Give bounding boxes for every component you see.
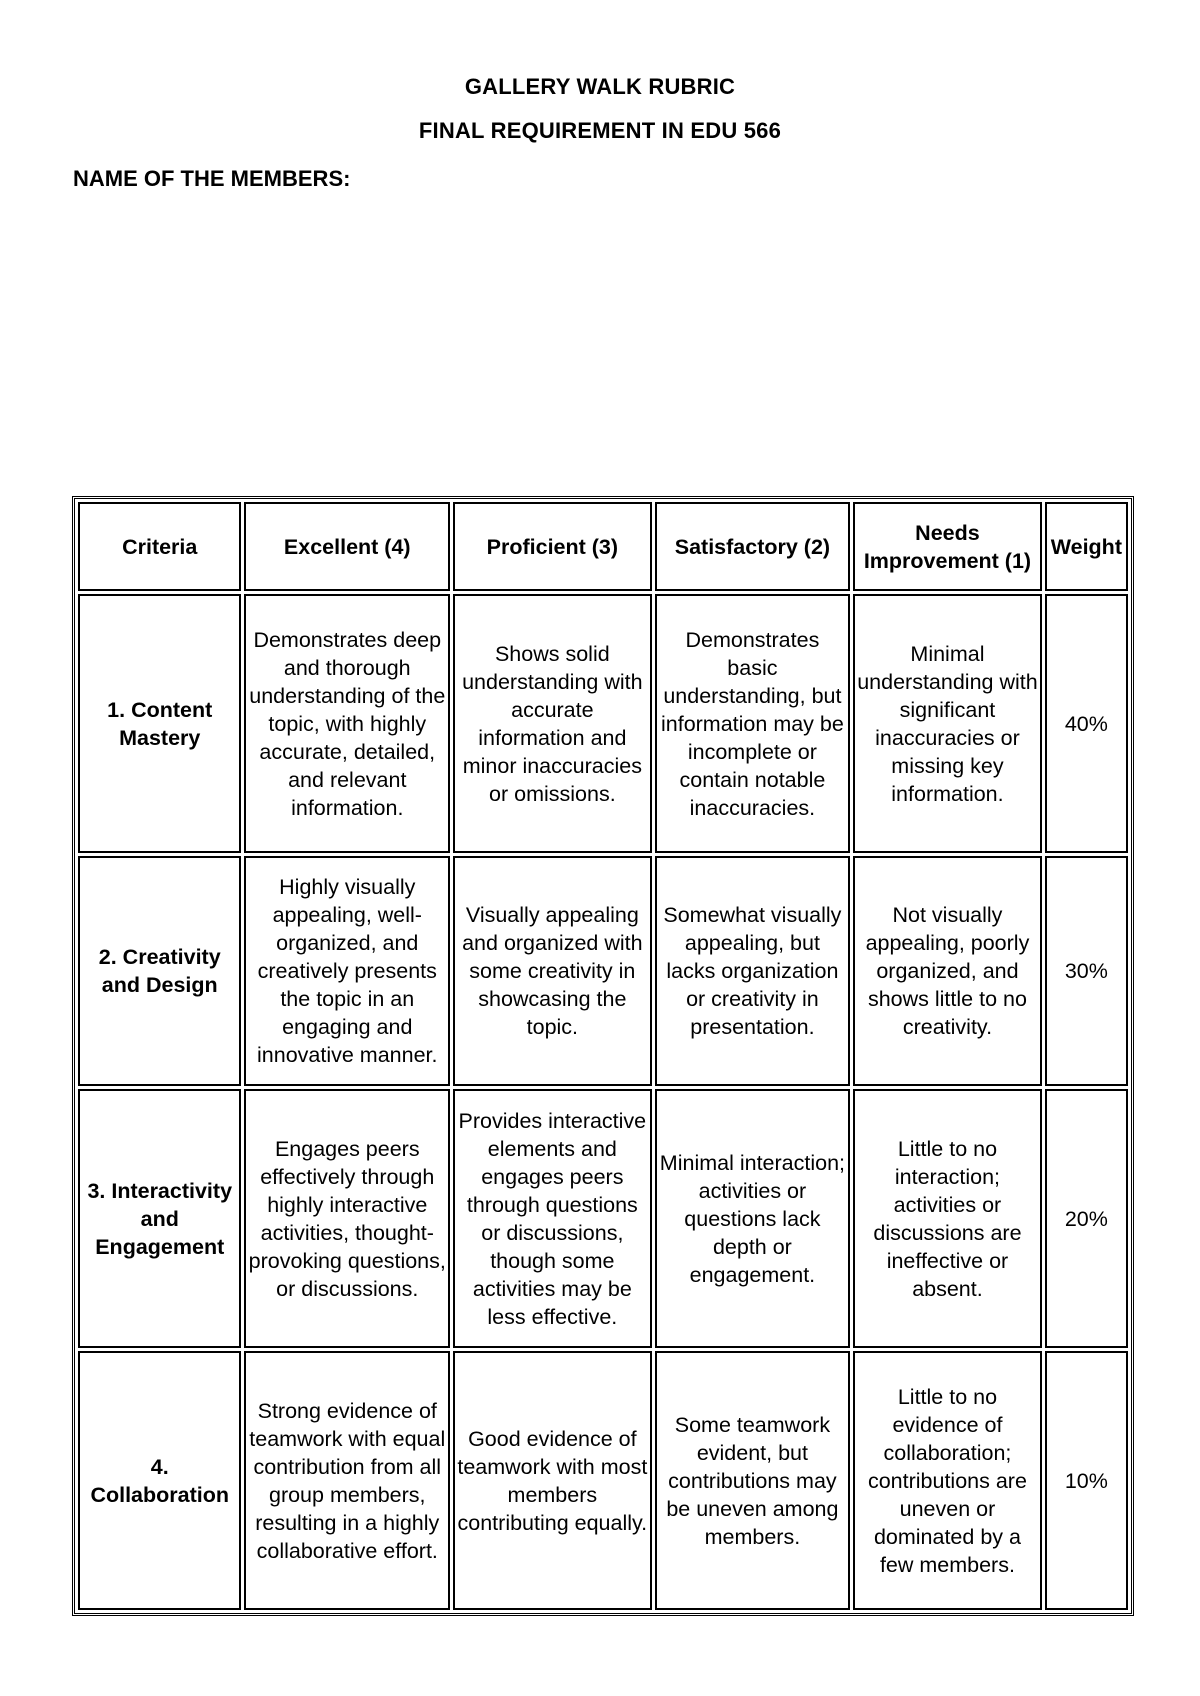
proficient-cell: Provides interactive elements and engages peers through questions or discussions, though some activities may be less effective. xyxy=(453,1089,652,1348)
proficient-cell: Good evidence of teamwork with most members contributing equally. xyxy=(453,1351,652,1610)
table-row xyxy=(78,1089,1128,1348)
weight-cell: 40% xyxy=(1045,594,1128,853)
satisfactory-cell: Demonstrates basic understanding, but information may be incomplete or contain notable inaccuracies. xyxy=(655,594,851,853)
table-row xyxy=(78,594,1128,853)
document-subtitle: FINAL REQUIREMENT IN EDU 566 xyxy=(418,118,782,143)
proficient-cell: Shows solid understanding with accurate information and minor inaccuracies or omissions. xyxy=(453,594,652,853)
table-row xyxy=(78,856,1128,1086)
satisfactory-cell: Some teamwork evident, but contributions may be uneven among members. xyxy=(655,1351,851,1610)
satisfactory-cell: Minimal interaction; activities or questions lack depth or engagement. xyxy=(655,1089,851,1348)
document-title: GALLERY WALK RUBRIC xyxy=(464,74,736,99)
column-header-criteria: Criteria xyxy=(78,502,241,591)
weight-cell: 30% xyxy=(1045,856,1128,1086)
criteria-cell: 1. Content Mastery xyxy=(78,594,241,853)
excellent-cell: Strong evidence of teamwork with equal contribution from all group members, resulting in a highly collaborative effort. xyxy=(244,1351,450,1610)
weight-cell: 20% xyxy=(1045,1089,1128,1348)
column-header-needs-improvement: Needs Improvement (1) xyxy=(853,502,1042,591)
criteria-cell: 2. Creativity and Design xyxy=(78,856,241,1086)
excellent-cell: Demonstrates deep and thorough understanding of the topic, with highly accurate, detailed, and relevant information. xyxy=(244,594,450,853)
needs-improvement-cell: Little to no evidence of collaboration; contributions are uneven or dominated by a few members. xyxy=(853,1351,1042,1610)
needs-improvement-cell: Minimal understanding with significant inaccuracies or missing key information. xyxy=(853,594,1042,853)
needs-improvement-cell: Little to no interaction; activities or discussions are ineffective or absent. xyxy=(853,1089,1042,1348)
header-row xyxy=(78,502,1128,591)
needs-improvement-cell: Not visually appealing, poorly organized, and shows little to no creativity. xyxy=(853,856,1042,1086)
proficient-cell: Visually appealing and organized with some creativity in showcasing the topic. xyxy=(453,856,652,1086)
column-header-excellent: Excellent (4) xyxy=(244,502,450,591)
members-label: NAME OF THE MEMBERS: xyxy=(73,166,351,191)
column-header-satisfactory: Satisfactory (2) xyxy=(655,502,851,591)
criteria-cell: 4. Collaboration xyxy=(78,1351,241,1610)
column-header-proficient: Proficient (3) xyxy=(453,502,652,591)
satisfactory-cell: Somewhat visually appealing, but lacks organization or creativity in presentation. xyxy=(655,856,851,1086)
table-row xyxy=(78,1351,1128,1610)
excellent-cell: Engages peers effectively through highly interactive activities, thought-provoking questions, or discussions. xyxy=(244,1089,450,1348)
column-header-weight: Weight xyxy=(1045,502,1128,591)
criteria-cell: 3. Interactivity and Engagement xyxy=(78,1089,241,1348)
rubric-table xyxy=(72,496,1134,1616)
weight-cell: 10% xyxy=(1045,1351,1128,1610)
excellent-cell: Highly visually appealing, well-organized, and creatively presents the topic in an engaging and innovative manner. xyxy=(244,856,450,1086)
